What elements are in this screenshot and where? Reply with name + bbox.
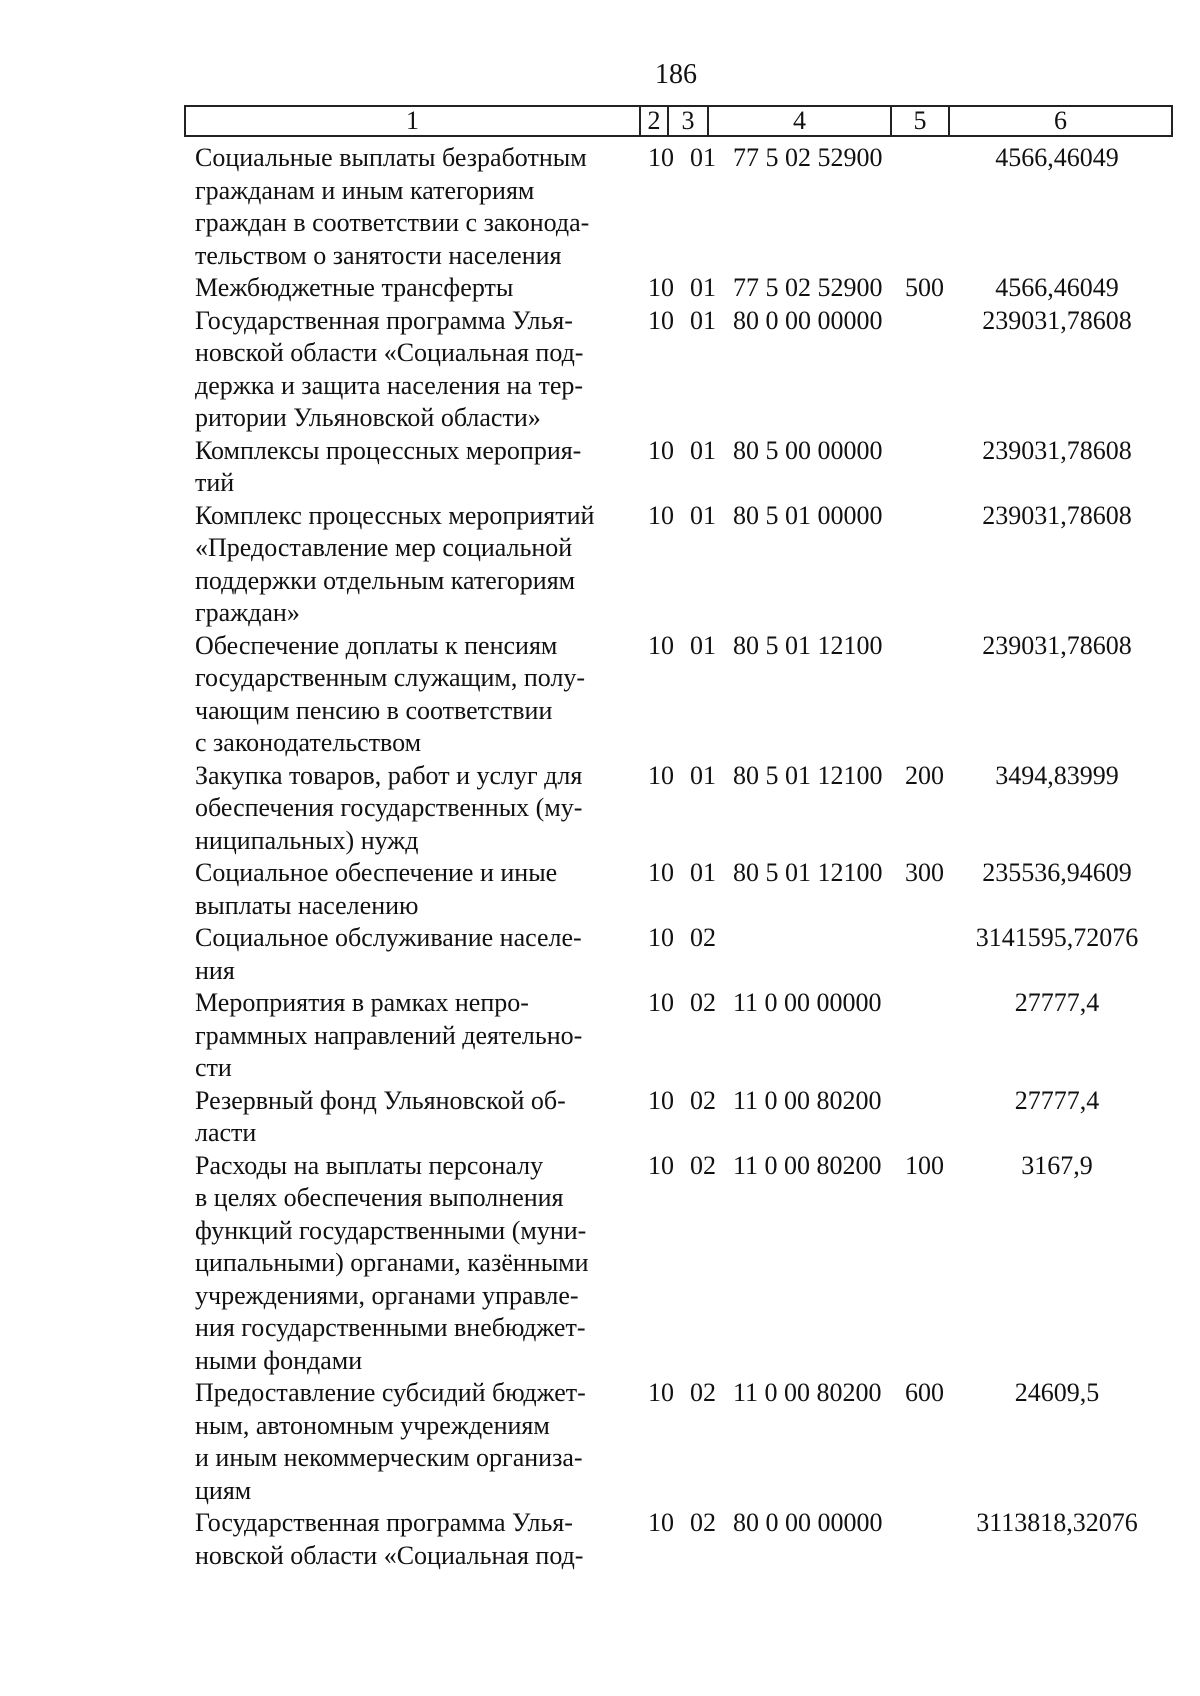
row-expense-type: 300 <box>905 858 944 887</box>
row-target-code: 80 5 01 12100 <box>733 760 883 790</box>
row-name <box>195 272 632 305</box>
header-col-1: 1 <box>186 107 641 135</box>
row-name-line: обеспечения государственных (му- <box>195 793 583 822</box>
row-target-code: 77 5 02 52900 <box>733 273 883 302</box>
row-amount: 4566,46049 <box>995 273 1119 302</box>
row-name-line: Комплексы процессных мероприя- <box>195 435 582 465</box>
row-amount: 3167,9 <box>1021 1150 1093 1180</box>
row-name-line: ниципальных) нужд <box>195 825 419 855</box>
row-target-code: 80 0 00 00000 <box>733 305 883 335</box>
row-subsection: 01 <box>690 435 716 465</box>
row-name-line: и иным некоммерческим организа- <box>195 1443 583 1472</box>
row-name-line: Комплекс процессных мероприятий <box>195 500 595 530</box>
row-name-line: ласти <box>195 1118 257 1147</box>
row-name-line: Обеспечение доплаты к пенсиям <box>195 630 558 660</box>
table-header <box>184 105 1173 137</box>
row-name-line: циям <box>195 1475 252 1505</box>
row-name-line: новской области «Социальная под- <box>195 338 584 367</box>
row-name-line: ципальными) органами, казёнными <box>195 1248 589 1277</box>
row-name <box>195 435 632 500</box>
table-row <box>0 272 1200 305</box>
row-name-line: поддержки отдельным категориям <box>195 565 576 595</box>
row-section: 10 <box>648 1378 674 1407</box>
row-name-line: Социальное обслуживание населе- <box>195 923 582 952</box>
row-name-line: учреждениями, органами управле- <box>195 1280 579 1310</box>
row-name-line: Расходы на выплаты персоналу <box>195 1150 544 1180</box>
table-row <box>0 305 1200 435</box>
row-target-code: 80 5 01 00000 <box>733 500 883 530</box>
row-name-line: Мероприятия в рамках непро- <box>195 988 529 1017</box>
row-name <box>195 987 632 1085</box>
row-subsection: 02 <box>690 1085 716 1115</box>
row-name <box>195 630 632 760</box>
row-amount: 24609,5 <box>1014 1378 1100 1407</box>
row-amount: 239031,78608 <box>982 305 1132 335</box>
row-name-line: Межбюджетные трансферты <box>195 273 514 302</box>
row-name-line: тельством о занятости населения <box>195 240 562 270</box>
row-name-line: ным, автономным учреждениям <box>195 1410 550 1440</box>
row-section: 10 <box>648 1085 674 1115</box>
row-name-line: граммных направлений деятельно- <box>195 1020 583 1050</box>
table-row <box>0 1377 1200 1507</box>
row-target-code: 11 0 00 00000 <box>733 988 882 1017</box>
row-section: 10 <box>648 273 674 302</box>
row-section: 10 <box>648 500 674 530</box>
table-row <box>0 1085 1200 1150</box>
table-row <box>0 500 1200 630</box>
row-name-line: тий <box>195 468 235 497</box>
header-col-5: 5 <box>892 107 950 135</box>
row-section: 10 <box>648 1508 674 1537</box>
row-name-line: «Предоставление мер социальной <box>195 533 573 562</box>
row-amount: 3141595,72076 <box>975 923 1139 952</box>
row-section: 10 <box>648 988 674 1017</box>
row-section: 10 <box>648 858 674 887</box>
row-name <box>195 760 632 858</box>
table-body <box>0 142 1200 1572</box>
row-name <box>195 305 632 435</box>
row-amount: 239031,78608 <box>982 435 1132 465</box>
row-name-line: Предоставление субсидий бюджет- <box>195 1378 586 1407</box>
row-name <box>195 500 632 630</box>
row-amount: 27777,4 <box>1014 988 1100 1017</box>
row-target-code: 80 5 01 12100 <box>733 630 883 660</box>
row-name-line: новской области «Социальная под- <box>195 1540 584 1570</box>
row-name-line: чающим пенсию в соответствии <box>195 695 553 725</box>
row-subsection: 02 <box>690 1378 716 1407</box>
row-target-code: 11 0 00 80200 <box>733 1085 882 1115</box>
row-name-line: граждан» <box>195 598 300 627</box>
row-section: 10 <box>648 305 674 335</box>
row-name <box>195 1085 632 1150</box>
row-target-code: 80 5 00 00000 <box>733 435 883 465</box>
row-section: 10 <box>648 760 674 790</box>
row-name-line: Резервный фонд Ульяновской об- <box>195 1085 566 1115</box>
table-row <box>0 922 1200 987</box>
row-target-code: 80 5 01 12100 <box>733 858 883 887</box>
row-name-line: ритории Ульяновской области» <box>195 403 541 432</box>
row-name <box>195 922 632 987</box>
row-name <box>195 1377 632 1507</box>
table-row <box>0 142 1200 272</box>
row-amount: 3113818,32076 <box>976 1508 1138 1537</box>
header-col-3: 3 <box>669 107 709 135</box>
row-subsection: 02 <box>690 1150 716 1180</box>
row-name <box>195 857 632 922</box>
table-row <box>0 987 1200 1085</box>
row-amount: 27777,4 <box>1014 1085 1100 1115</box>
row-name-line: держка и защита населения на тер- <box>195 370 584 400</box>
row-section: 10 <box>648 435 674 465</box>
header-col-2: 2 <box>641 107 669 135</box>
row-amount: 3494,83999 <box>995 760 1119 790</box>
row-target-code: 11 0 00 80200 <box>733 1150 882 1180</box>
row-name-line: сти <box>195 1053 232 1082</box>
row-name-line: Закупка товаров, работ и услуг для <box>195 760 583 790</box>
row-name-line: ния государственными внебюджет- <box>195 1313 586 1342</box>
row-subsection: 01 <box>690 273 716 302</box>
row-amount: 235536,94609 <box>982 858 1132 887</box>
table-row <box>0 435 1200 500</box>
row-target-code: 77 5 02 52900 <box>733 143 883 172</box>
table-row <box>0 760 1200 858</box>
row-name-line: ными фондами <box>195 1345 363 1375</box>
row-subsection: 01 <box>690 630 716 660</box>
row-section: 10 <box>648 630 674 660</box>
row-subsection: 01 <box>690 305 716 335</box>
row-section: 10 <box>648 923 674 952</box>
row-name-line: выплаты населению <box>195 890 419 920</box>
row-name-line: ния <box>195 955 235 985</box>
table-row <box>0 1150 1200 1378</box>
page-number: 186 <box>655 59 697 90</box>
row-name <box>195 142 632 272</box>
row-name-line: в целях обеспечения выполнения <box>195 1183 564 1212</box>
row-name-line: государственным служащим, полу- <box>195 663 586 692</box>
row-name-line: Социальное обеспечение и иные <box>195 858 558 887</box>
row-name-line: с законодательством <box>195 728 422 757</box>
row-name-line: функций государственными (муни- <box>195 1215 587 1245</box>
row-amount: 239031,78608 <box>982 500 1132 530</box>
row-target-code: 11 0 00 80200 <box>733 1378 882 1407</box>
row-name-line: гражданам и иным категориям <box>195 175 535 205</box>
row-name-line: Социальные выплаты безработным <box>195 143 587 172</box>
row-amount: 239031,78608 <box>982 630 1132 660</box>
row-name-line: граждан в соответствии с законода- <box>195 208 590 237</box>
row-expense-type: 100 <box>905 1150 944 1180</box>
row-section: 10 <box>648 1150 674 1180</box>
row-name-line: Государственная программа Улья- <box>195 1508 573 1537</box>
row-name <box>195 1507 632 1572</box>
header-col-4: 4 <box>709 107 892 135</box>
row-subsection: 02 <box>690 988 716 1017</box>
row-subsection: 02 <box>690 923 716 952</box>
row-subsection: 01 <box>690 143 716 172</box>
row-subsection: 01 <box>690 500 716 530</box>
table-row <box>0 630 1200 760</box>
table-row <box>0 1507 1200 1572</box>
row-target-code: 80 0 00 00000 <box>733 1508 883 1537</box>
row-name <box>195 1150 632 1378</box>
row-name-line: Государственная программа Улья- <box>195 305 573 335</box>
row-expense-type: 500 <box>905 273 944 302</box>
header-col-6: 6 <box>1054 106 1067 135</box>
row-section: 10 <box>648 143 674 172</box>
table-row <box>0 857 1200 922</box>
row-expense-type: 600 <box>905 1378 944 1407</box>
row-expense-type: 200 <box>905 760 944 790</box>
row-subsection: 01 <box>690 760 716 790</box>
row-amount: 4566,46049 <box>995 143 1119 172</box>
row-subsection: 01 <box>690 858 716 887</box>
row-subsection: 02 <box>690 1508 716 1537</box>
